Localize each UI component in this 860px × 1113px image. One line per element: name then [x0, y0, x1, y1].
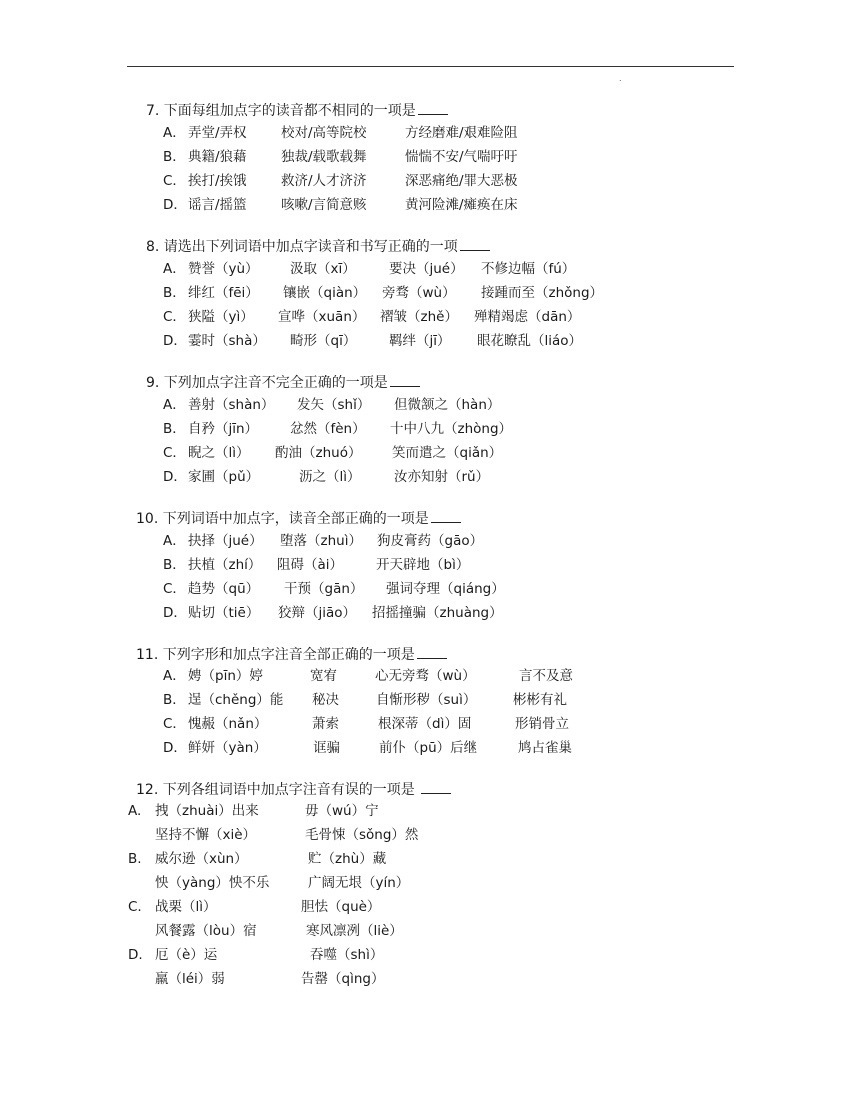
option-item: 方经磨难/艰难险阻 [405, 125, 518, 141]
option-item: 狡辩（jiāo） [278, 605, 357, 621]
option-item: 黄河险滩/瘫痪在床 [405, 197, 518, 213]
option-item: 深恶痛绝/罪大恶极 [405, 173, 518, 189]
question-stem-text: 7. 下面每组加点字的读音都不相同的一项是 [146, 103, 416, 119]
option-item: 逞（chěng）能 [188, 692, 284, 708]
option-item: 笑而遣之（qiǎn） [392, 445, 503, 461]
question-stem [146, 101, 448, 121]
option-item: 战栗（lì） [155, 899, 217, 915]
option-item: 汝亦知射（rǔ） [394, 469, 490, 485]
option-letter: C． [163, 716, 186, 732]
option-item: 寒风凛冽（liè） [306, 923, 403, 939]
option-item: 接踵而至（zhǒng） [481, 285, 604, 301]
option-item: 霎时（shà） [188, 333, 266, 349]
option-item: 阻碍（ài） [277, 557, 344, 573]
option-item: 拽（zhuài）出来 [155, 803, 259, 819]
option-letter: D． [163, 333, 187, 349]
option-item: 贮（zhù）藏 [308, 851, 387, 867]
header-rule [127, 66, 734, 67]
option-letter: B． [163, 557, 186, 573]
option-item: 开天辟地（bì） [376, 557, 470, 573]
question-stem-text: 12. 下列各组词语中加点字注音有误的一项是 [136, 782, 415, 798]
option-item: 发矢（shǐ） [297, 397, 371, 413]
option-item: 秘决 [312, 692, 339, 708]
option-item: 胆怯（què） [301, 899, 381, 915]
option-item: 救济/人才济济 [281, 173, 367, 189]
option-item: 殚精竭虑（dān） [474, 309, 581, 325]
option-item: 抉择（jué） [188, 533, 263, 549]
option-letter: B. [128, 851, 142, 867]
option-item: 狗皮膏药（gāo） [377, 533, 484, 549]
option-letter: A． [163, 397, 186, 413]
option-letter: A. [128, 803, 142, 819]
option-item: 彬彬有礼 [513, 692, 567, 708]
option-item: 言不及意 [519, 668, 573, 684]
option-item: 睨之（lì） [188, 445, 250, 461]
option-item: 坚持不懈（xiè） [155, 827, 257, 843]
option-item: 风餐露（lòu）宿 [155, 923, 257, 939]
option-item: 忿然（fèn） [290, 421, 366, 437]
option-item: 谣言/摇篮 [188, 197, 247, 213]
option-letter: B． [163, 421, 186, 437]
question-stem [146, 373, 420, 393]
option-item: 独裁/载歌载舞 [281, 149, 367, 165]
option-item: 毋（wú）宁 [305, 803, 379, 819]
option-letter: D． [163, 197, 187, 213]
option-letter: D． [163, 469, 187, 485]
answer-blank[interactable] [460, 237, 490, 251]
option-item: 怏（yàng）怏不乐 [155, 875, 270, 891]
option-letter: D． [163, 605, 187, 621]
option-letter: A． [163, 668, 186, 684]
option-item: 畸形（qī） [290, 333, 357, 349]
option-letter: C. [128, 899, 142, 915]
option-item: 眼花瞭乱（liáo） [477, 333, 583, 349]
option-item: 自惭形秽（suì） [376, 692, 477, 708]
option-item: 惴惴不安/气喘吁吁 [405, 149, 518, 165]
option-letter: C． [163, 173, 186, 189]
option-item: 告罄（qìng） [301, 971, 385, 987]
option-item: 家圃（pǔ） [188, 469, 260, 485]
option-item: 十中八九（zhòng） [390, 421, 513, 437]
option-item: 娉（pīn）婷 [188, 668, 263, 684]
option-item: 心无旁骛（wù） [375, 668, 476, 684]
option-item: 招摇撞骗（zhuàng） [372, 605, 503, 621]
question-stem [136, 780, 451, 800]
option-item: 镶嵌（qiàn） [283, 285, 367, 301]
option-item: 挨打/挨饿 [188, 173, 247, 189]
option-item: 前仆（pū）后继 [379, 740, 478, 756]
answer-blank[interactable] [417, 645, 447, 659]
option-item: 扶植（zhí） [188, 557, 262, 573]
question-stem-text: 10. 下列词语中加点字，读音全部正确的一项是 [136, 511, 429, 527]
question-stem [136, 645, 447, 665]
option-item: 羁绊（jī） [389, 333, 451, 349]
option-item: 校对/高等院校 [281, 125, 367, 141]
option-item: 绯红（fēi） [188, 285, 259, 301]
option-item: 沥之（lì） [299, 469, 361, 485]
option-item: 形销骨立 [515, 716, 569, 732]
option-item: 强词夺理（qiáng） [386, 581, 505, 597]
option-letter: B． [163, 285, 186, 301]
option-letter: B． [163, 692, 186, 708]
option-letter: A． [163, 125, 186, 141]
option-item: 自矜（jīn） [188, 421, 259, 437]
answer-blank[interactable] [421, 780, 451, 794]
question-stem-text: 8. 请选出下列词语中加点字读音和书写正确的一项 [146, 239, 458, 255]
option-item: 毛骨悚（sǒng）然 [305, 827, 419, 843]
option-item: 宽宥 [310, 668, 337, 684]
option-item: 汲取（xī） [290, 261, 356, 277]
question-stem-text: 9. 下列加点字注音不完全正确的一项是 [146, 375, 388, 391]
option-item: 萧索 [312, 716, 339, 732]
option-item: 善射（shàn） [188, 397, 275, 413]
option-letter: A． [163, 533, 186, 549]
option-item: 旁骛（wù） [382, 285, 456, 301]
option-item: 趋势（qū） [188, 581, 260, 597]
option-item: 宣哗（xuān） [278, 309, 366, 325]
option-item: 弄堂/弄权 [188, 125, 247, 141]
question-stem-text: 11. 下列字形和加点字注音全部正确的一项是 [136, 647, 415, 663]
answer-blank[interactable] [390, 373, 420, 387]
option-item: 吞噬（shì） [310, 947, 384, 963]
option-letter: D. [128, 947, 143, 963]
option-item: 羸（léi）弱 [155, 971, 225, 987]
option-item: 褶皱（zhě） [380, 309, 458, 325]
option-item: 鲜妍（yàn） [188, 740, 267, 756]
option-item: 诓骗 [313, 740, 340, 756]
option-item: 厄（è）运 [155, 947, 218, 963]
option-item: 不修边幅（fú） [481, 261, 576, 277]
question-stem [136, 509, 461, 529]
option-letter: B． [163, 149, 186, 165]
option-letter: C． [163, 445, 186, 461]
option-item: 要决（jué） [389, 261, 464, 277]
option-item: 贴切（tiē） [188, 605, 260, 621]
option-letter: C． [163, 309, 186, 325]
option-item: 干预（gān） [284, 581, 364, 597]
option-item: 但微颔之（hàn） [394, 397, 501, 413]
option-item: 典籍/狼藉 [188, 149, 247, 165]
option-item: 狭隘（yì） [188, 309, 254, 325]
option-item: 赞誉（yù） [188, 261, 259, 277]
answer-blank[interactable] [431, 509, 461, 523]
option-letter: C． [163, 581, 186, 597]
option-item: 咳嗽/言简意赅 [281, 197, 367, 213]
answer-blank[interactable] [418, 101, 448, 115]
option-item: 鸠占雀巢 [518, 740, 572, 756]
option-item: 威尔逊（xùn） [155, 851, 248, 867]
option-item: 根深蒂（dì）固 [378, 716, 472, 732]
option-item: 愧赧（nǎn） [188, 716, 268, 732]
option-item: 堕落（zhuì） [280, 533, 362, 549]
option-letter: D． [163, 740, 187, 756]
option-letter: A． [163, 261, 186, 277]
header-dot-mark: . [619, 74, 622, 83]
question-stem [146, 237, 490, 257]
option-item: 酌油（zhuó） [275, 445, 362, 461]
option-item: 广阔无垠（yín） [308, 875, 410, 891]
